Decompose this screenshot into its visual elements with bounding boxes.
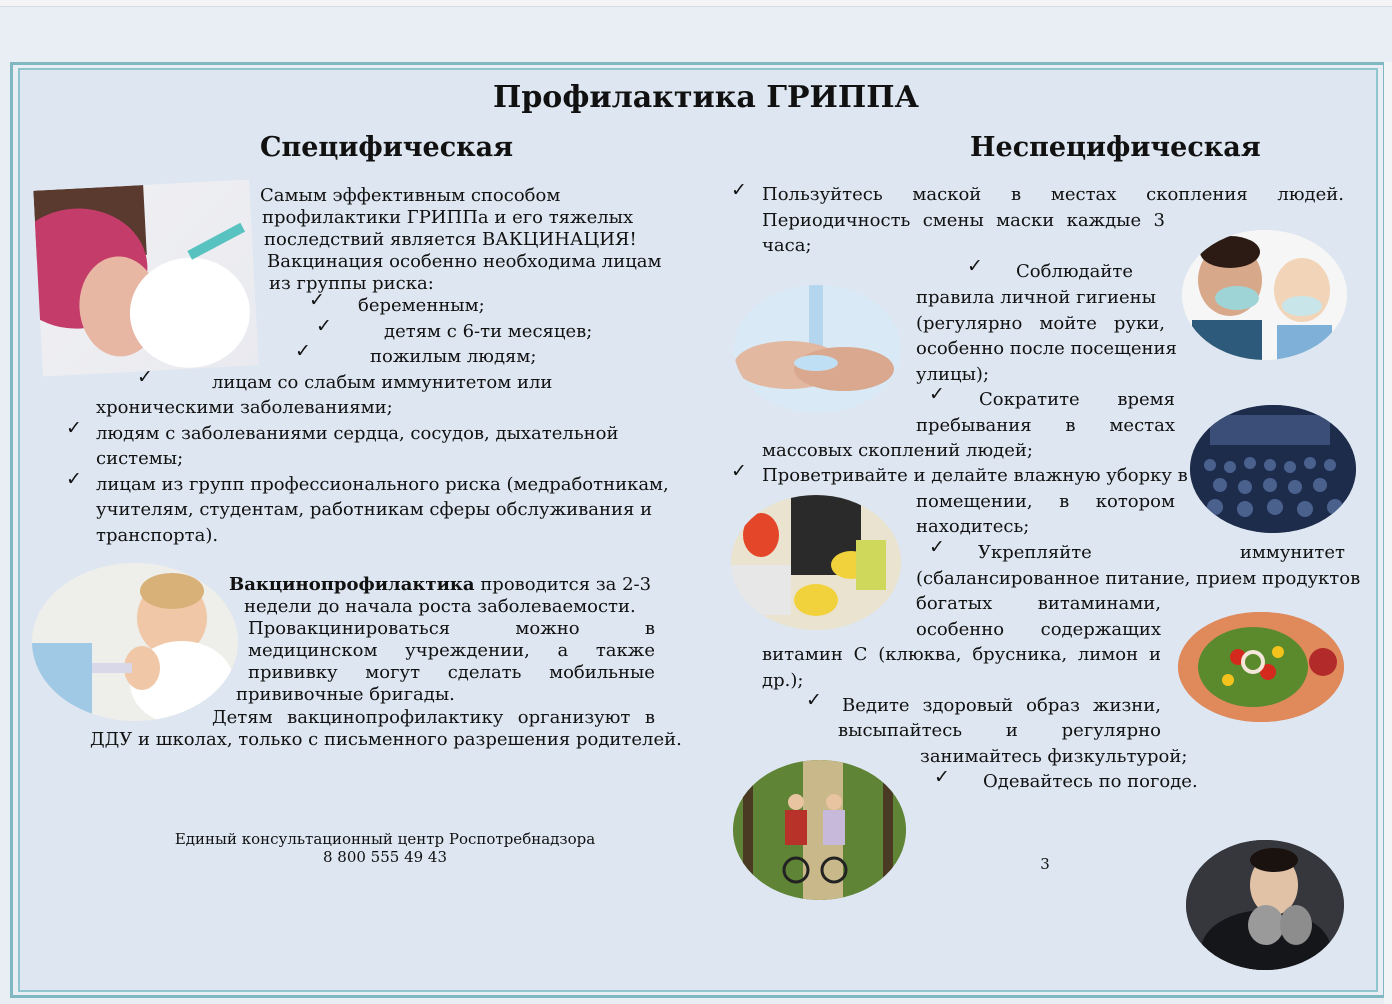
tip-immunity-3: богатых витаминами, <box>916 593 1161 614</box>
risk-group-6: лицам из групп профессионального риска (медработникам, <box>96 474 669 495</box>
intro-line-5: из группы риска: <box>269 273 434 294</box>
check-icon: ✓ <box>295 340 311 362</box>
footer-line-1: Единый консультационный центр Роспотребнадзора <box>174 830 596 848</box>
check-icon: ✓ <box>967 255 983 277</box>
baby-vaccination-photo <box>32 563 238 721</box>
vacc-line-1: проводится за 2-3 <box>480 574 652 595</box>
intro-line-2: профилактики ГРИППа и его тяжелых <box>262 207 634 228</box>
risk-group-6b: учителям, студентам, работникам сферы обслуживания и <box>96 499 653 520</box>
check-icon: ✓ <box>66 468 82 490</box>
salad-photo <box>1178 612 1344 722</box>
risk-group-5b: системы; <box>96 448 184 469</box>
tip-ventilate-3: находитесь; <box>916 516 1030 537</box>
cleaning-photo <box>731 495 901 630</box>
vacc-line-2: недели до начала роста заболеваемости. <box>244 596 636 617</box>
tip-hygiene-2: правила личной гигиены <box>916 287 1156 308</box>
tip-immunity-6: др.); <box>762 670 804 691</box>
risk-group-4b: хроническими заболеваниями; <box>96 397 393 418</box>
heading-nonspecific: Неспецифическая <box>970 132 1261 163</box>
check-icon: ✓ <box>929 383 945 405</box>
tip-hygiene-4: особенно после посещения <box>916 338 1177 359</box>
footer-center <box>160 830 610 866</box>
tip-hygiene-5: улицы); <box>916 364 990 385</box>
risk-group-2: детям с 6-ти месяцев; <box>384 321 593 342</box>
tip-lifestyle-1: Ведите здоровый образ жизни, <box>842 695 1161 716</box>
risk-group-4: лицам со слабым иммунитетом или <box>212 372 553 393</box>
handwashing-photo <box>734 285 901 413</box>
risk-group-5: людям с заболеваниями сердца, сосудов, дыхательной <box>96 423 619 444</box>
risk-group-3: пожилым людям; <box>370 346 537 367</box>
heading-specific: Специфическая <box>260 132 514 163</box>
vacc-bold: Вакцинопрофилактика <box>229 574 475 595</box>
vacc-line-6: прививочные бригады. <box>236 684 455 705</box>
tip-crowds-2: пребывания в местах <box>916 415 1175 436</box>
check-icon: ✓ <box>731 460 747 482</box>
tip-mask-line-1: Пользуйтесь маской в местах скопления людей. <box>762 184 1344 205</box>
page-title: Профилактика ГРИППА <box>493 80 919 115</box>
tip-immunity-5: витамин С (клюква, брусника, лимон и <box>762 644 1161 665</box>
intro-line-4: Вакцинация особенно необходима лицам <box>267 251 662 272</box>
crowd-photo <box>1190 405 1356 533</box>
tip-crowds-1: Сократите время <box>979 389 1175 410</box>
vacc-line-7: Детям вакцинопрофилактику организуют в <box>212 707 655 728</box>
tip-immunity-4: особенно содержащих <box>916 619 1161 640</box>
page-number: 3 <box>1040 855 1050 873</box>
risk-group-1: беременным; <box>358 295 485 316</box>
intro-line-3: последствий является ВАКЦИНАЦИЯ! <box>264 229 637 250</box>
cycling-photo <box>733 760 906 900</box>
tip-crowds-3: массовых скоплений людей; <box>762 440 1033 461</box>
check-icon: ✓ <box>309 289 325 311</box>
tip-immunity-2: (сбалансированное питание, прием продуктов <box>916 568 1361 589</box>
check-icon: ✓ <box>66 417 82 439</box>
tip-hygiene-1: Соблюдайте <box>1016 261 1133 282</box>
tip-immunity-1: Укрепляйте иммунитет <box>978 542 1345 563</box>
vacc-line-4: медицинском учреждении, а также <box>248 640 655 661</box>
tip-mask-line-2: Периодичность смены маски каждые 3 <box>762 210 1165 231</box>
risk-group-6c: транспорта). <box>96 525 219 546</box>
cold-weather-photo <box>1186 840 1344 970</box>
intro-line-1: Самым эффективным способом <box>260 185 561 206</box>
tip-mask-line-3: часа; <box>762 235 812 256</box>
vacc-line-3: Провакцинироваться можно в <box>248 618 655 639</box>
tip-lifestyle-2: высыпайтесь и регулярно <box>838 720 1161 741</box>
right-edge <box>1384 62 1392 1004</box>
tip-ventilate-1: Проветривайте и делайте влажную уборку в <box>762 465 1188 486</box>
check-icon: ✓ <box>806 689 822 711</box>
check-icon: ✓ <box>731 179 747 201</box>
tip-hygiene-3: (регулярно мойте руки, <box>916 313 1165 334</box>
check-icon: ✓ <box>316 315 332 337</box>
vaccination-photo <box>33 179 258 376</box>
vacc-line-5: прививку могут сделать мобильные <box>248 662 655 683</box>
footer-phone: 8 800 555 49 43 <box>322 848 448 866</box>
tip-weather: Одевайтесь по погоде. <box>983 771 1198 792</box>
top-bar <box>0 0 1392 7</box>
check-icon: ✓ <box>929 536 945 558</box>
tip-lifestyle-3: занимайтесь физкультурой; <box>920 746 1188 767</box>
check-icon: ✓ <box>934 766 950 788</box>
masks-photo <box>1182 230 1347 360</box>
vacc-line-8: ДДУ и школах, только с письменного разрешения родителей. <box>90 729 682 750</box>
check-icon: ✓ <box>137 366 153 388</box>
tip-ventilate-2: помещении, в котором <box>916 491 1175 512</box>
